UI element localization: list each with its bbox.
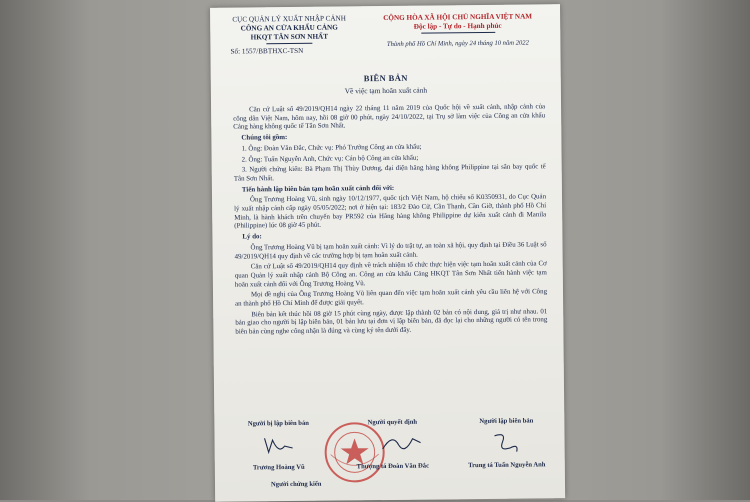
- header-right: [360, 12, 555, 49]
- document-title: BIÊN BẢN: [363, 72, 408, 84]
- header-left: [224, 14, 354, 56]
- national-motto: Độc lập - Tự do - Hạnh phúc: [413, 21, 502, 31]
- member-1: 1. Ông: Đoàn Văn Đắc, Chức vụ: Phó Trưởng Công an cửa khẩu;: [241, 143, 422, 153]
- section-reason-heading: Lý do:: [242, 233, 262, 241]
- reference-number: Số: 1557/BBTHXC-TSN: [230, 46, 304, 56]
- recorder-name: Trung tá Tuấn Nguyễn Anh: [468, 461, 546, 470]
- decider-role: Người quyết định: [367, 418, 418, 427]
- header-left-rule: [266, 43, 312, 44]
- intro-paragraph: Căn cứ Luật số 49/2019/QH14 ngày 22 tháng 11 năm 2019 của Quốc hội về xuất cảnh, nhập cảnh của công dân Việt Nam, hôm nay, hồi 08 giờ 00 phút, ngày 24/10/2022, tại Trụ sở làm việc của Công an cửa khẩu Cảng hàng không quốc tế Tân Sơn Nhất.: [233, 103, 546, 132]
- subject-signature-mark: [258, 432, 298, 458]
- reason-paragraph-3: Mọi đề nghị của Ông Trương Hoàng Vũ liên quan đến việc tạm hoãn xuất cảnh yêu cầu liên hệ với Công an thành phố Hồ Chí Minh để được giải quyết.: [235, 288, 548, 308]
- document-page: [210, 4, 565, 502]
- decider-name: Thượng tá Đoàn Văn Đắc: [356, 462, 430, 471]
- witness-role: Người chứng kiến: [270, 480, 322, 489]
- recorder-signature-mark: [488, 430, 524, 456]
- subject-name: Trương Hoàng Vũ: [252, 463, 305, 472]
- header-right-rule: [421, 32, 495, 34]
- closing-paragraph: Biên bản kết thúc hồi 08 giờ 15 phút cùng ngày, được lập thành 02 bản có nội dung, giá trị như nhau. 01 bản giao cho người bị lập biên bản, 01 bản lưu tại đơn vị lập biên bản, đã đọc lại cho những người có tên trong biên bản cùng nghe công nhận là đúng và cùng ký tên dưới đây.: [235, 308, 548, 336]
- reason-paragraph-2: Căn cứ Luật số 49/2019/QH14 quy định về trách nhiệm tổ chức thực hiện việc tạm hoãn xuất cảnh của Cơ quan Quản lý xuất nhập cảnh Bộ Công an. Công an cửa khẩu Cảng HKQT Tân Sơn Nhất tiến hành việc tạm hoãn xuất cảnh đối với Ông Trương Hoàng Vũ.: [234, 260, 547, 289]
- subunit-name: HKQT TÂN SƠN NHẤT: [250, 32, 329, 42]
- reason-paragraph-1: Ông Trương Hoàng Vũ bị tạm hoãn xuất cảnh: Vì lý do trật tự, an toàn xã hội, quy định tại Điều 36 Luật số 49/2019/QH14 quy định về các trường hợp bị tạm hoãn xuất cảnh.: [234, 241, 547, 261]
- decider-signature-mark: [378, 431, 424, 457]
- subject-role: Người bị lập biên bản: [247, 419, 309, 428]
- recorder-signature: [458, 417, 554, 470]
- section-members-heading: Chúng tôi gồm:: [241, 134, 288, 142]
- section-subject-heading: Tiến hành lập biên bản tạm hoãn xuất cảnh đối với:: [241, 184, 395, 194]
- member-2: 2. Ông: Tuấn Nguyễn Anh, Chức vụ: Cán bộ Công an cửa khẩu;: [241, 154, 419, 164]
- agency-name: CỤC QUẢN LÝ XUẤT NHẬP CẢNH: [232, 14, 346, 24]
- subject-paragraph: Ông Trương Hoàng Vũ, sinh ngày 10/12/1977, quốc tịch Việt Nam, hộ chiếu số K0350931, do Cục Quản lý xuất nhập cảnh cấp ngày 05/05/2022; nơi ở hiện tại: 183/2 Đào Cử, Cần Thạnh, Cần Giờ, thành phố Hồ Chí Minh, là hành khách trên chuyến bay PR592 của Hãng hàng không Philippine dự kiến xuất cảnh đi Manila (Philippine) lúc 08 giờ 45 phút.: [234, 193, 547, 231]
- document-date: Thành phố Hồ Chí Minh, ngày 24 tháng 10 năm 2022: [386, 39, 529, 48]
- decider-signature: [332, 418, 452, 471]
- unit-name: CÔNG AN CỬA KHẨU CẢNG: [240, 23, 338, 33]
- nation-title: CỘNG HÒA XÃ HỘI CHỦ NGHĨA VIỆT NAM: [383, 12, 533, 23]
- subject-signature: [232, 419, 324, 472]
- document-subtitle: Về việc tạm hoãn xuất cảnh: [344, 85, 428, 96]
- document-body: [233, 103, 547, 339]
- signature-block: [232, 417, 553, 482]
- recorder-role: Người lập biên bản: [479, 417, 534, 426]
- member-3: 3. Người chứng kiến: Bà Phạm Thị Thùy Dương, đại diện hãng hàng không Philippine tại sân bay quốc tế Tân Sơn Nhất.: [233, 163, 546, 183]
